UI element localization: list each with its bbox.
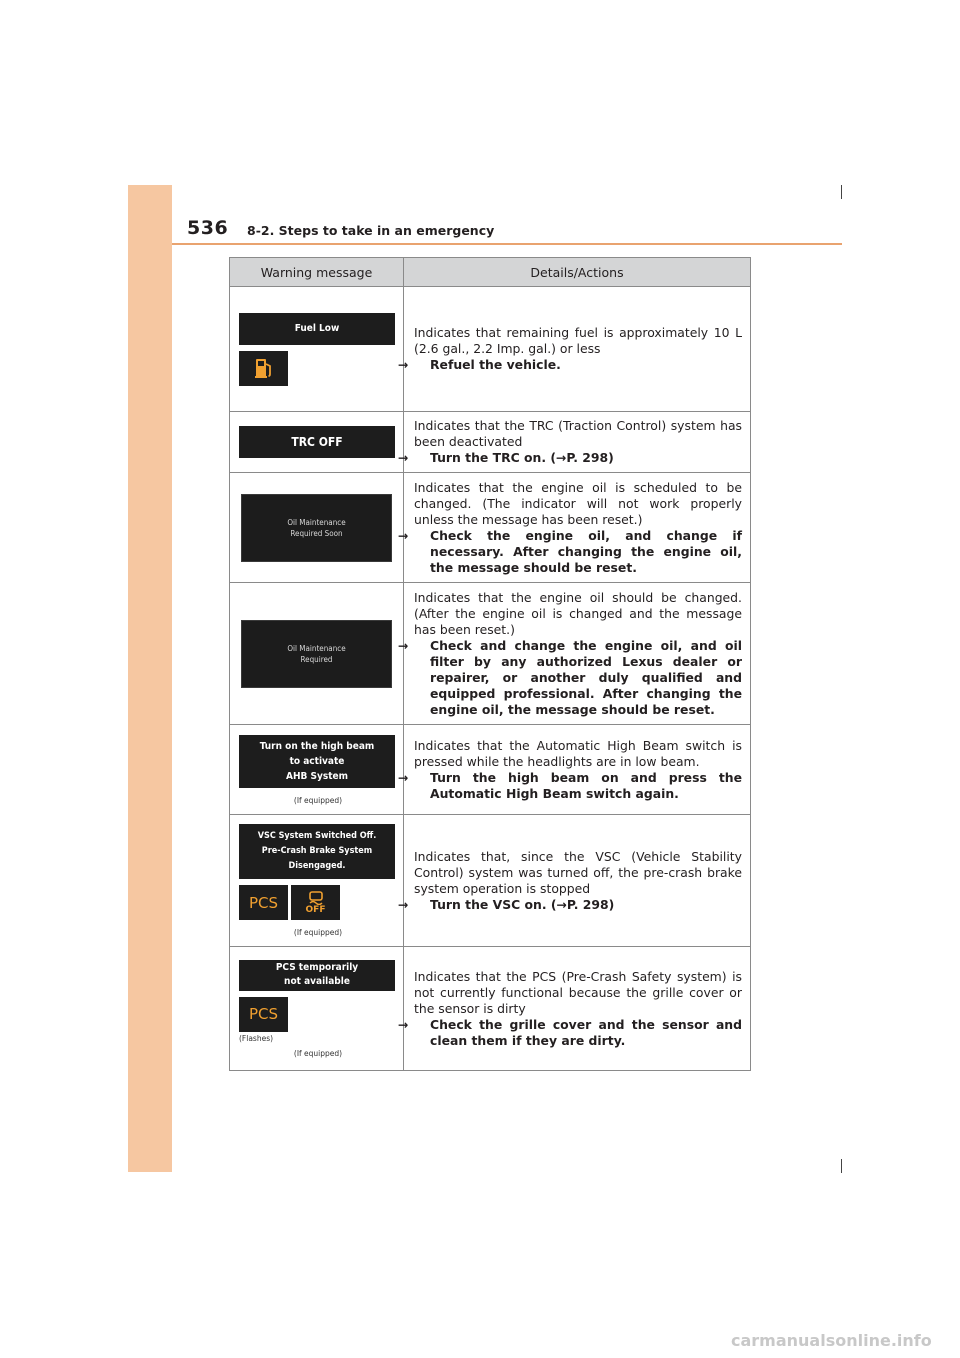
arrow-icon: → (398, 450, 409, 465)
arrow-icon: → (398, 896, 409, 912)
vsc-off-indicator-icon (291, 885, 340, 920)
arrow-icon: → (398, 357, 409, 372)
table-row (230, 815, 751, 947)
arrow-icon: → (398, 1016, 409, 1032)
table-row (230, 947, 751, 1071)
display-pcs-not-available: PCS temporarily not available (239, 960, 395, 991)
row-description: Indicates that the engine oil is scheduled to be changed. (The indicator will not work properly unless the message has been reset.) (414, 479, 742, 527)
row-description: Indicates that remaining fuel is approximately 10 L (2.6 gal., 2.2 Imp. gal.) or less (414, 325, 742, 356)
pcs-indicator-icon: PCS (239, 997, 288, 1032)
if-equipped-note: (If equipped) (293, 1048, 343, 1058)
arrow-icon: → (398, 769, 409, 785)
watermark: carmanualsonline.info (731, 1331, 932, 1350)
page-number: 536 (187, 217, 229, 239)
if-equipped-note: (If equipped) (293, 928, 343, 937)
row-action: Check and change the engine oil, and oil filter by any authorized Lexus dealer or repairer, or another duly qualified and equipped professional. After changing the engine oil, the message should be reset. (430, 637, 742, 717)
row-action: Turn the TRC on. (→P. 298) (430, 450, 614, 465)
pcs-indicator-icon: PCS (239, 885, 288, 920)
row-action: Check the engine oil, and change if necessary. After changing the engine oil, the message should be reset. (430, 527, 742, 575)
arrow-icon: → (398, 527, 409, 543)
section-title: 8-2. Steps to take in an emergency (247, 223, 495, 238)
row-description: Indicates that the engine oil should be changed. (After the engine oil is changed and the message has been reset.) (414, 589, 742, 637)
column-header-message: Warning message (230, 258, 404, 287)
arrow-icon: → (398, 637, 409, 653)
row-description: Indicates that the PCS (Pre-Crash Safety system) is not currently functional because the grille cover or the sensor is dirty (414, 968, 742, 1016)
display-fuel-low: Fuel Low (239, 313, 395, 345)
row-description: Indicates that the Automatic High Beam switch is pressed while the headlights are in low beam. (414, 737, 742, 769)
flashes-note: (Flashes) (239, 1033, 274, 1043)
display-ahb: Turn on the high beam to activate AHB System (239, 735, 395, 788)
display-oil-maintenance-required: Oil Maintenance Required (241, 620, 392, 688)
row-action: Turn the high beam on and press the Automatic High Beam switch again. (430, 769, 742, 801)
table-row (230, 725, 751, 815)
display-oil-maintenance-soon: Oil Maintenance Required Soon (241, 494, 392, 562)
row-description: Indicates that the TRC (Traction Control) system has been deactivated (414, 418, 742, 449)
if-equipped-note: (If equipped) (293, 795, 343, 805)
table-row (230, 473, 751, 583)
chapter-side-tab (128, 185, 172, 1172)
row-action: Refuel the vehicle. (430, 357, 561, 372)
warning-message-table (229, 257, 751, 1071)
table-row (230, 412, 751, 473)
header-rule (172, 243, 842, 245)
column-header-details: Details/Actions (404, 258, 751, 287)
table-row (230, 583, 751, 725)
table-row (230, 287, 751, 412)
crop-mark-bottom (841, 1159, 842, 1173)
fuel-pump-icon (239, 351, 288, 386)
off-label: OFF (305, 904, 326, 915)
row-description: Indicates that, since the VSC (Vehicle Stability Control) system was turned off, the pre-crash brake system operation is stopped (414, 848, 742, 896)
display-trc-off: TRC OFF (239, 426, 395, 458)
row-action: Turn the VSC on. (→P. 298) (430, 896, 615, 912)
row-action: Check the grille cover and the sensor and clean them if they are dirty. (430, 1016, 742, 1048)
crop-mark-top (841, 185, 842, 199)
display-vsc-switched-off: VSC System Switched Off. Pre-Crash Brake System Disengaged. (239, 824, 395, 879)
